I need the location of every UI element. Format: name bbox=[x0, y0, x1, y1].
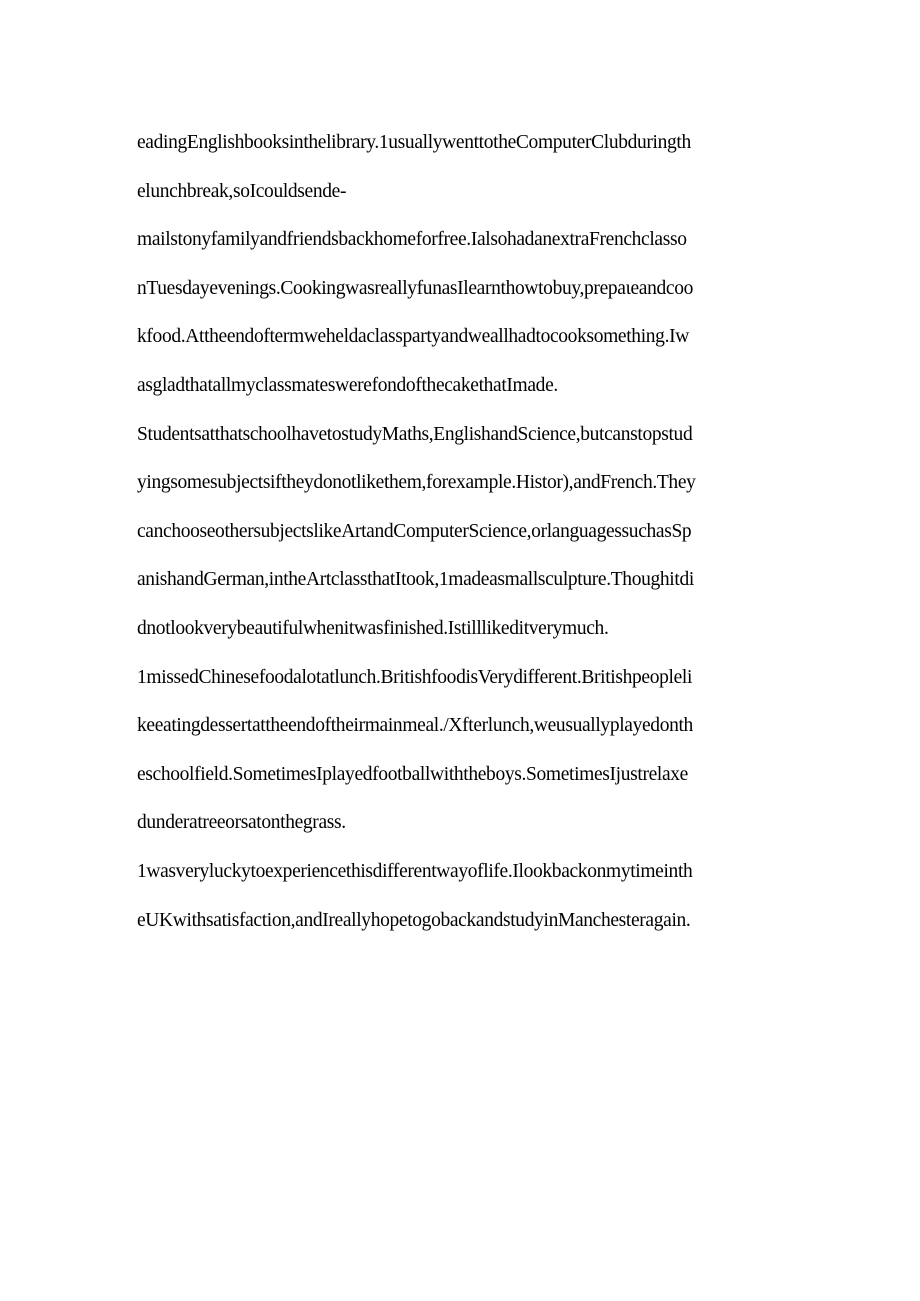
text-line: keeatingdessertattheendoftheirmainmeal./Xfterlunch,weusuallyplayedonth bbox=[137, 715, 693, 737]
text-line: dnotlookverybeautifulwhenitwasfinished.Istilllikeditverymuch. bbox=[137, 617, 609, 639]
text-line: nTuesdayevenings.CookingwasreallyfunasIlearnthowtobuy,prepaιeandcoo bbox=[137, 277, 693, 299]
text-line: 1wasveryluckytoexperiencethisdifferentwayoflife.Ilookbackonmytimeinth bbox=[137, 860, 693, 882]
text-line: asgladthatallmyclassmateswerefondofthecakethatImade. bbox=[137, 374, 558, 396]
text-line: dunderatreeorsatonthegrass. bbox=[137, 812, 346, 834]
text-line: 1missedChinesefoodalotatlunch.BritishfoodisVerydifferent.Britishpeopleli bbox=[137, 666, 693, 688]
text-line: elunchbreak,soIcouldsende- bbox=[137, 180, 347, 202]
text-line: eschoolfield.SometimesIplayedfootballwiththeboys.SometimesIjustrelaxe bbox=[137, 763, 688, 785]
text-line: yingsomesubjectsiftheydonotlikethem,forexample.Histor),andFrench.They bbox=[137, 472, 696, 494]
body-text bbox=[137, 128, 797, 954]
text-line: anishandGerman,intheArtclassthatItook,1madeasmallsculpture.Thoughitdi bbox=[137, 569, 694, 591]
text-line: canchooseothersubjectslikeArtandComputerScience,orlanguagessuchasSp bbox=[137, 520, 692, 542]
text-line: StudentsatthatschoolhavetostudyMaths,EnglishandScience,butcanstopstud bbox=[137, 423, 693, 445]
text-line: eUKwithsatisfaction,andIreallyhopetogobackandstudyinManchesteragain. bbox=[137, 909, 691, 931]
text-line: kfood.Attheendoftermweheldaclasspartyandweallhadtocooksomething.Iw bbox=[137, 326, 689, 348]
text-line: eadingEnglishbooksinthelibrary.1usuallywenttotheComputerClubduringth bbox=[137, 132, 691, 153]
text-line: mailstonyfamilyandfriendsbackhomeforfree.IalsohadanextraFrenchclasso bbox=[137, 229, 687, 251]
